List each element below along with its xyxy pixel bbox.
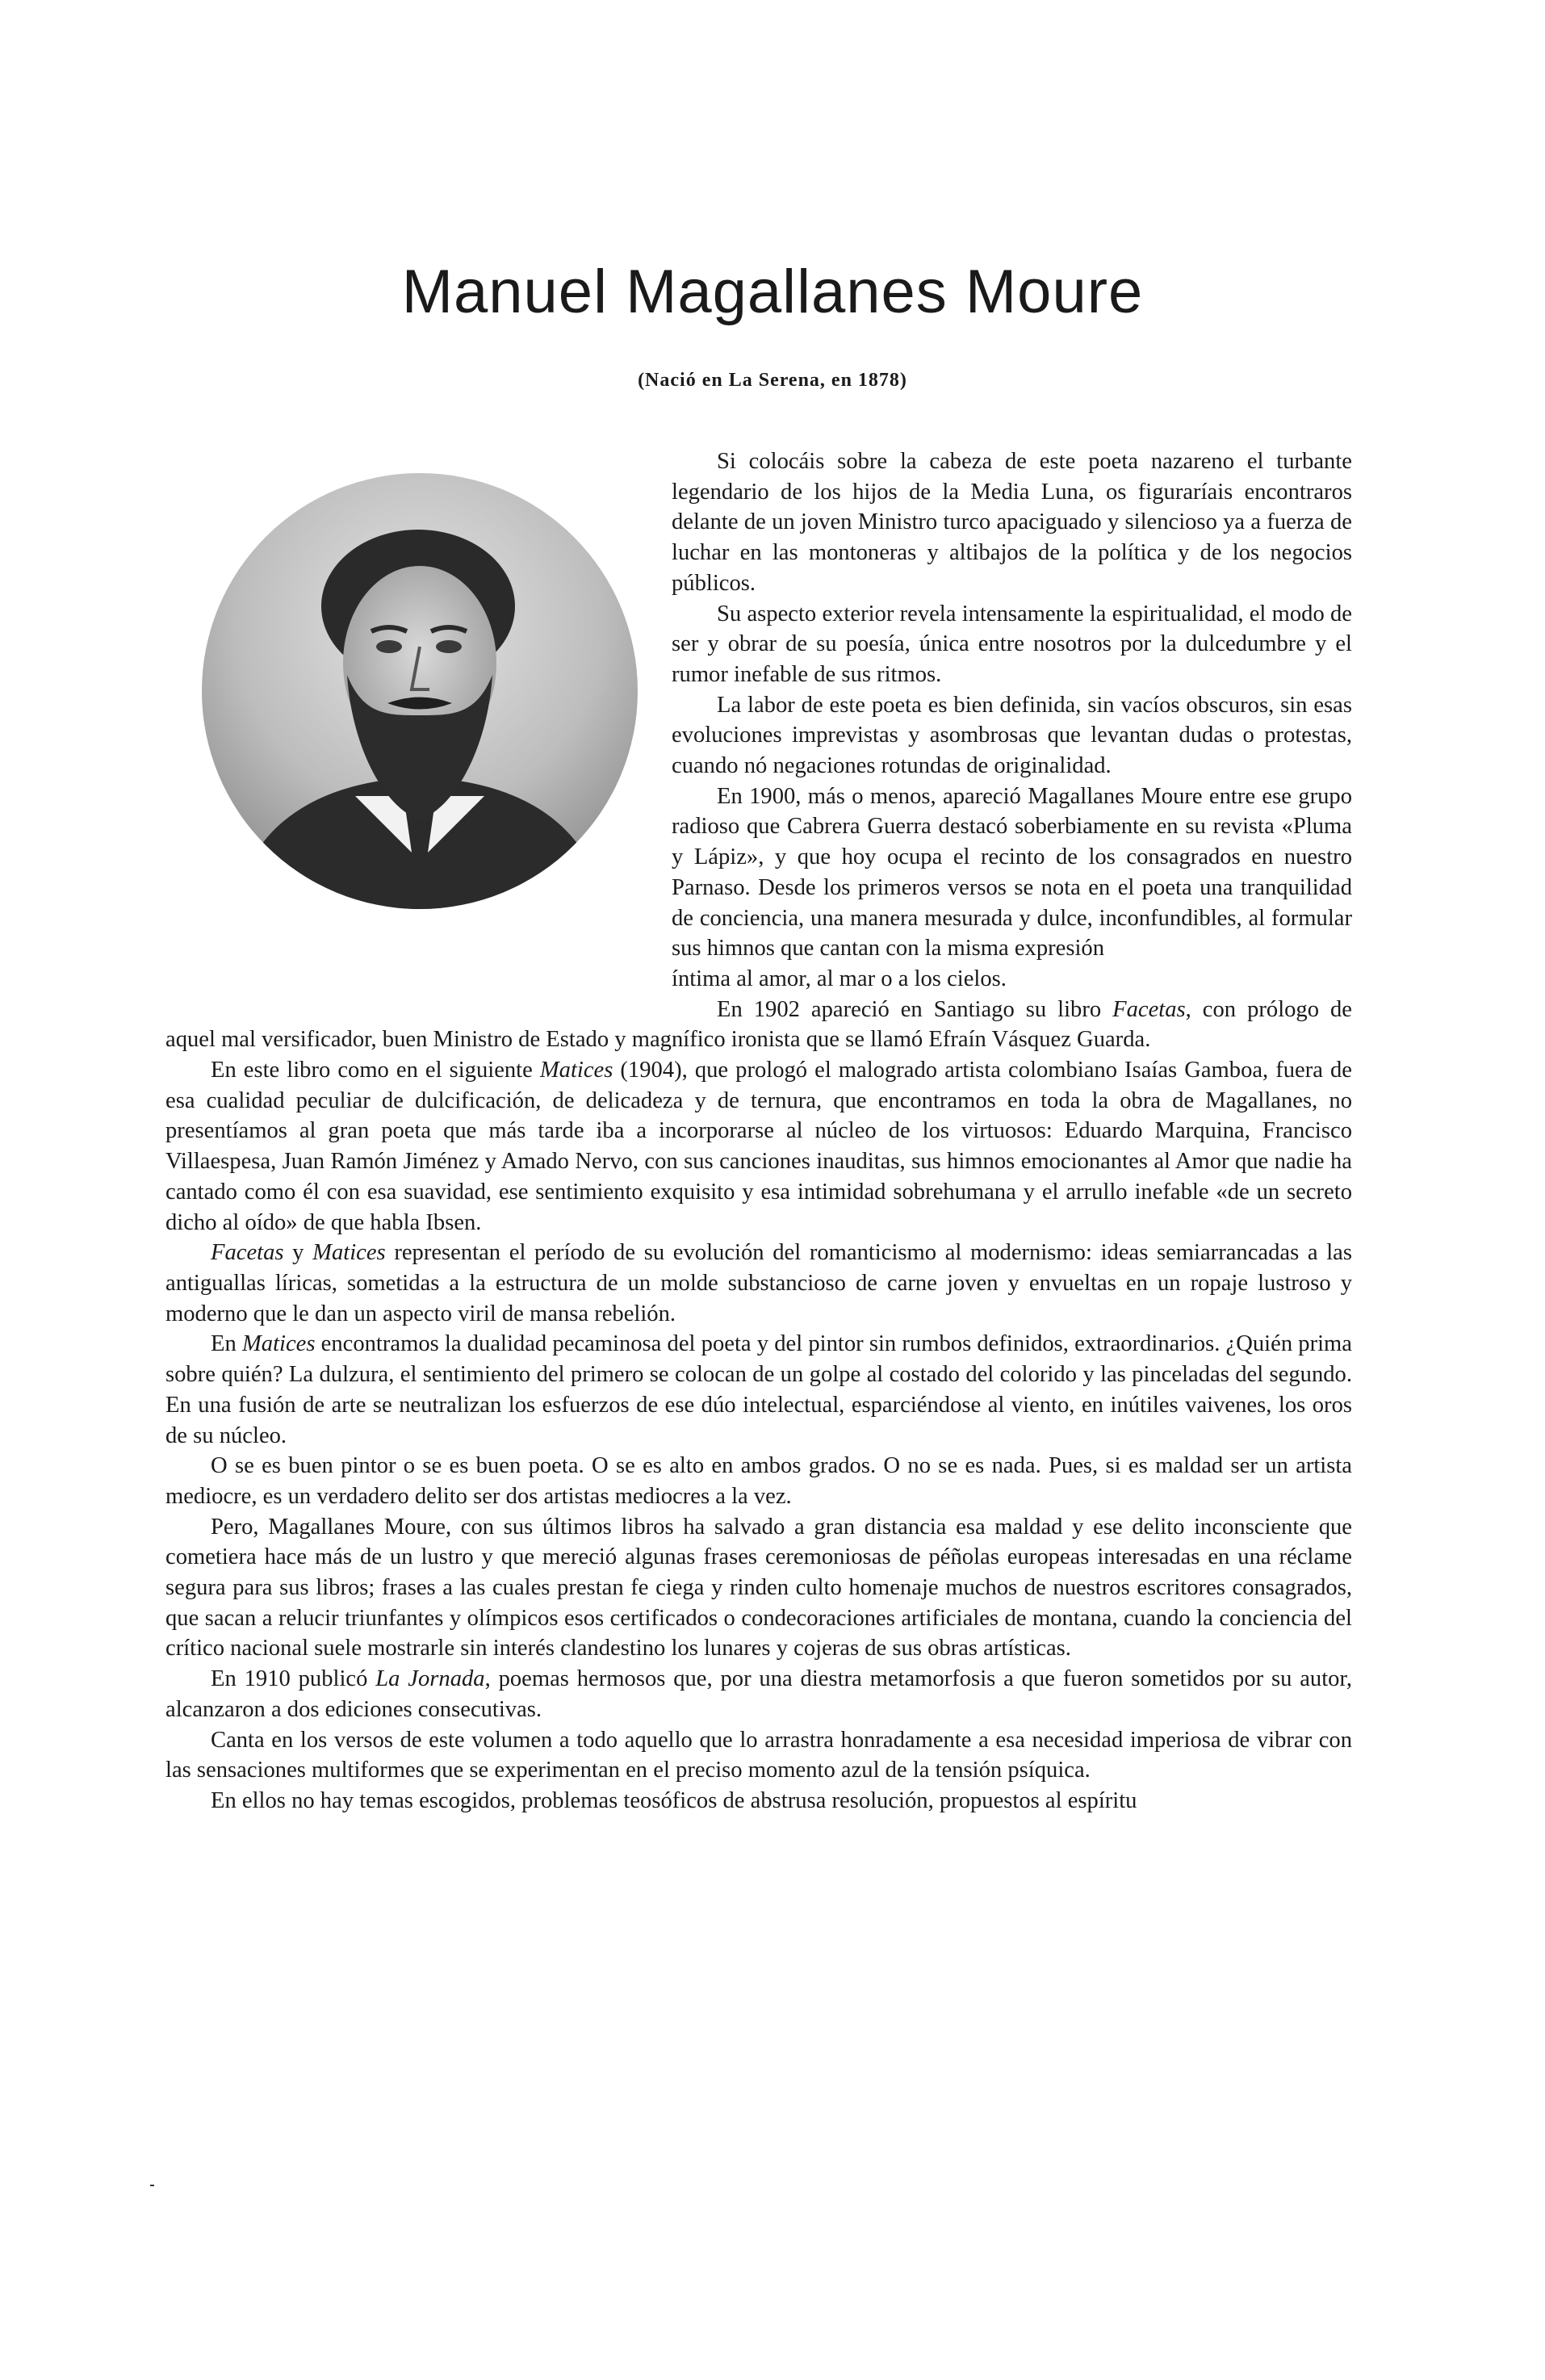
book-title: Facetas: [211, 1240, 284, 1266]
paragraph-text: , poemas hermosos que, por una diestra metamorfosis a que fueron sometidos por su autor, alcanzaron a dos ediciones consecutivas.: [165, 1666, 1352, 1722]
book-title: Matices: [241, 1331, 316, 1357]
paragraph-text: encontramos la dualidad pecaminosa del poeta y del pintor sin rumbos definidos, extraordinarios. ¿Quién prima sobre quién? La dulzura, el sentimiento del primero se colocan de un golpe al costado del colorido y las pinceladas del segundo. En una fusión de arte se neutralizan los esfuerzos de ese dúo intelectual, esparciéndose al viento, en inútiles vaivenes, los oros de su núcleo.: [165, 1331, 1352, 1448]
book-title: La Jornada: [375, 1666, 485, 1692]
paragraph-text: Pero, Magallanes Moure, con sus últimos libros ha salvado a gran distancia esa maldad y ese delito inconsciente que cometiera hace más de un lustro y que mereció algunas frases ceremoniosas de péñolas europeas interesadas en una réclame segura para sus libros; frases a las cuales prestan fe ciega y rinden culto homenaje muchos de nuestros escritores consagrados, que sacan a relucir triunfantes y olímpicos esos certificados o condecoraciones artificiales de montana, cuando la conciencia del crítico nacional suele mostrarle sin interés clandestino los lunares y cojeras de sus obras artísticas.: [165, 1514, 1352, 1661]
paragraph-text: íntima al amor, al mar o a los cielos.: [672, 966, 1007, 991]
birth-note: (Nació en La Serena, en 1878): [638, 370, 907, 391]
page-title: Manuel Magallanes Moure: [401, 258, 1144, 326]
paragraph: [165, 1329, 1352, 1451]
paragraph-text: En ellos no hay temas escogidos, problemas teosóficos de abstrusa resolución, propuestos al espíritu: [211, 1787, 1137, 1813]
paragraph: [165, 1238, 1352, 1329]
article-body: [165, 446, 1352, 1816]
paragraph: [165, 1055, 1352, 1238]
paragraph-text: En este libro como en el siguiente: [211, 1058, 540, 1083]
paragraph-text: representan el período de su evolución del romanticismo al modernismo: ideas semiarrancadas a las antiguallas líricas, sometidas a la estructura de un molde substancioso de carne joven y envueltas en un ropaje lustroso y moderno que le dan un aspecto viril de mansa rebelión.: [165, 1240, 1352, 1326]
paragraph-text: Su aspecto exterior revela intensamente la espiritualidad, el modo de ser y obrar de su poesía, única entre nosotros por la dulcedumbre y el rumor inefable de sus ritmos.: [672, 601, 1352, 687]
book-title: Matices: [312, 1240, 386, 1266]
paragraph-text: y: [283, 1240, 313, 1266]
paragraph: [165, 1725, 1352, 1786]
portrait-spacer: [165, 446, 672, 1012]
paragraph: [165, 1664, 1352, 1724]
paragraph-text: En: [211, 1331, 242, 1357]
book-title: Facetas: [1112, 996, 1186, 1022]
paragraph-text: (1904), que prologó el malogrado artista colombiano Isaías Gamboa, fuera de esa cualidad peculiar de dulcificación, de delicadeza y de ternura, que encontramos en toda la obra de Magallanes, no presentíamos al gran poeta que más tarde iba a incorporarse al núcleo de los virtuosos: Eduardo Marquina, Francisco Villaespesa, Juan Ramón Jiménez y Amado Nervo, con sus canciones inauditas, sus himnos emocionantes al Amor que nadie ha cantado como él con esa suavidad, ese sentimiento exquisito y esa intimidad sobrehumana y el arrullo inefable «de un secreto dicho al oído» de que habla Ibsen.: [165, 1058, 1352, 1235]
paragraph-text: O se es buen pintor o se es buen poeta. O se es alto en ambos grados. O no se es nada. Pues, si es maldad ser un artista mediocre, es un verdadero delito ser dos artistas mediocres a la vez.: [165, 1453, 1352, 1509]
paragraph-text: En 1902 apareció en Santiago su libro: [717, 996, 1113, 1022]
paragraph-text: En 1910 publicó: [211, 1666, 376, 1692]
stray-mark: [150, 2185, 154, 2186]
paragraph-text: Canta en los versos de este volumen a todo aquello que lo arrastra honradamente a esa necesidad imperiosa de vibrar con las sensaciones multiformes que se experimentan en el preciso momento azul de la tensión psíquica.: [165, 1727, 1352, 1783]
book-title: Matices: [539, 1058, 613, 1083]
paragraph: [165, 1451, 1352, 1511]
paragraph: [165, 1786, 1352, 1816]
paragraph: [165, 1512, 1352, 1665]
paragraph-text: La labor de este poeta es bien definida, sin vacíos obscuros, sin esas evoluciones imprevistas y asombrosas que levantan dudas o protestas, cuando nó negaciones rotundas de originalidad.: [672, 692, 1352, 779]
paragraph-text: , con prólogo de aquel mal versificador, buen Ministro de Estado y magnífico ironista que se llamó Efraín Vásquez Guarda.: [165, 996, 1352, 1053]
paragraph-text: En 1900, más o menos, apareció Magallanes Moure entre ese grupo radioso que Cabrera Guerra destacó soberbiamente en su revista «Pluma y Lápiz», y que hoy ocupa el recinto de los consagrados en nuestro Parnaso. Desde los primeros versos se nota en el poeta una tranquilidad de conciencia, una manera mesurada y dulce, inconfundibles, al formular sus himnos que cantan con la misma expresión: [672, 783, 1352, 962]
paragraph-text: Si colocáis sobre la cabeza de este poeta nazareno el turbante legendario de los hijos de la Media Luna, os figuraríais encontraros delante de un joven Ministro turco apaciguado y silencioso ya a fuerza de luchar en las montoneras y altibajos de la política y de los negocios públicos.: [672, 449, 1352, 596]
